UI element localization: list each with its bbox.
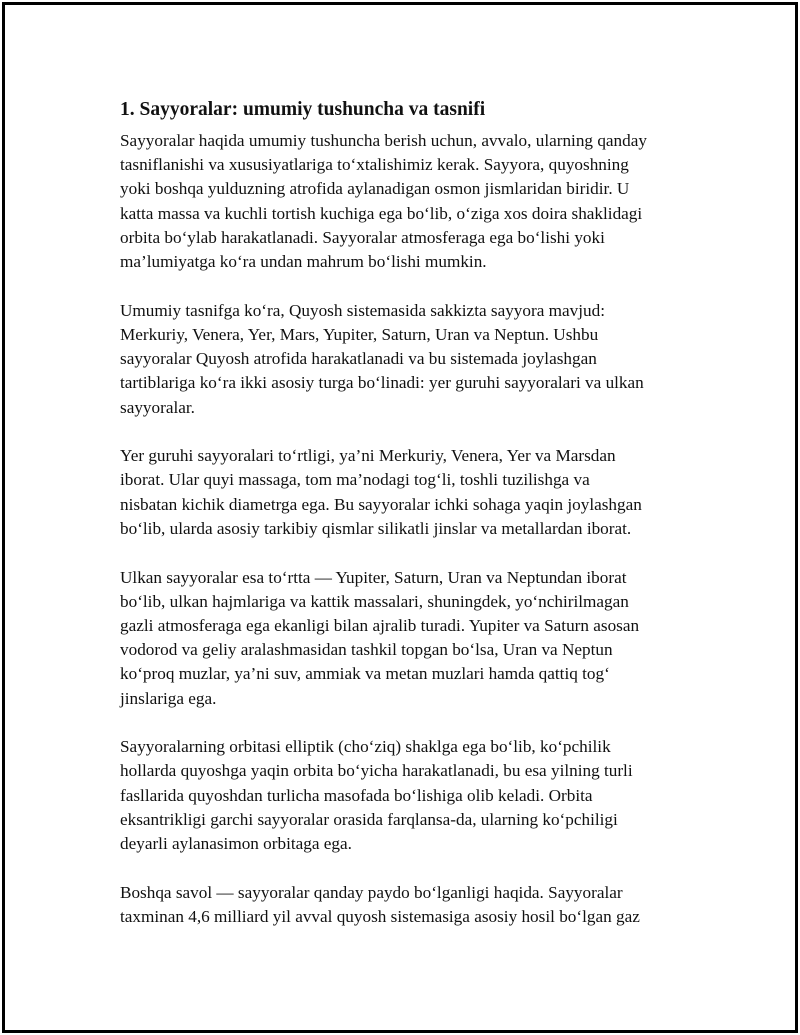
paragraph-4: Ulkan sayyoralar esa to‘rtta — Yupiter, Saturn, Uran va Neptundan iborat bo‘lib, ulkan hajmlariga va kattik massalari, shuningdek, yo‘nchirilmagan gazli atmosferaga ega ekanligi bilan ajralib turadi. Yupiter va Saturn asosan vodorod va geliy aralashmasidan tashkil topgan bo‘lsa, Uran va Neptun ko‘proq muzlar, ya’ni suv, ammiak va metan muzlari hamda qattiq tog‘ jinslariga ega. — [120, 567, 640, 708]
paragraph-3: Yer guruhi sayyoralari to‘rtligi, ya’ni Merkuriy, Venera, Yer va Marsdan iborat. Ular quyi massaga, tom ma’nodagi tog‘li, toshli tuzilishga va nisbatan kichik diametrga ega. Bu sayyoralar ichki sohaga yaqin joylashgan bo‘lib, ularda asosiy tarkibiy qismlar silikatli jinslar va metallardan iborat. — [120, 446, 642, 538]
paragraph-1: Sayyoralar haqida umumiy tushuncha berish uchun, avvalo, ularning qanday tasniflanishi va xususiyatlariga to‘xtalishimiz kerak. Sayyora, quyoshning yoki boshqa yulduzning atrofida aylanadigan osmon jismlaridan biridir. U katta massa va kuchli tortish kuchiga ega bo‘lib, o‘ziga xos doira shaklidagi orbita bo‘ylab harakatlanadi. Sayyoralar atmosferaga ega bo‘lishi yoki ma’lumiyatga ko‘ra undan mahrum bo‘lishi mumkin. — [120, 131, 647, 272]
section-heading: 1. Sayyoralar: umumiy tushuncha va tasnifi — [120, 99, 486, 120]
paragraph-5: Sayyoralarning orbitasi elliptik (cho‘ziq) shaklga ega bo‘lib, ko‘pchilik hollarda quyoshga yaqin orbita bo‘yicha harakatlanadi, bu esa yilning turli fasllarida quyoshdan turlicha masofada bo‘lishiga olib keladi. Orbita eksantrikligi garchi sayyoralar orasida farqlansa-da, ularning ko‘pchiligi deyarli aylanasimon orbitaga ega. — [120, 737, 633, 854]
paragraph-2: Umumiy tasnifga ko‘ra, Quyosh sistemasida sakkizta sayyora mavjud: Merkuriy, Venera, Yer, Mars, Yupiter, Saturn, Uran va Neptun. Ushbu sayyoralar Quyosh atrofida harakatlanadi va bu sistemada joylashgan tartiblariga ko‘ra ikki asosiy turga bo‘linadi: yer guruhi sayyoralari va ulkan sayyoralar. — [120, 300, 644, 417]
page-frame — [2, 2, 798, 1033]
paragraph-6: Boshqa savol — sayyoralar qanday paydo bo‘lganligi haqida. Sayyoralar taxminan 4,6 milliard yil avval quyosh sistemasiga asosiy hosil bo‘lgan gaz — [120, 882, 640, 926]
document-body — [120, 97, 692, 954]
